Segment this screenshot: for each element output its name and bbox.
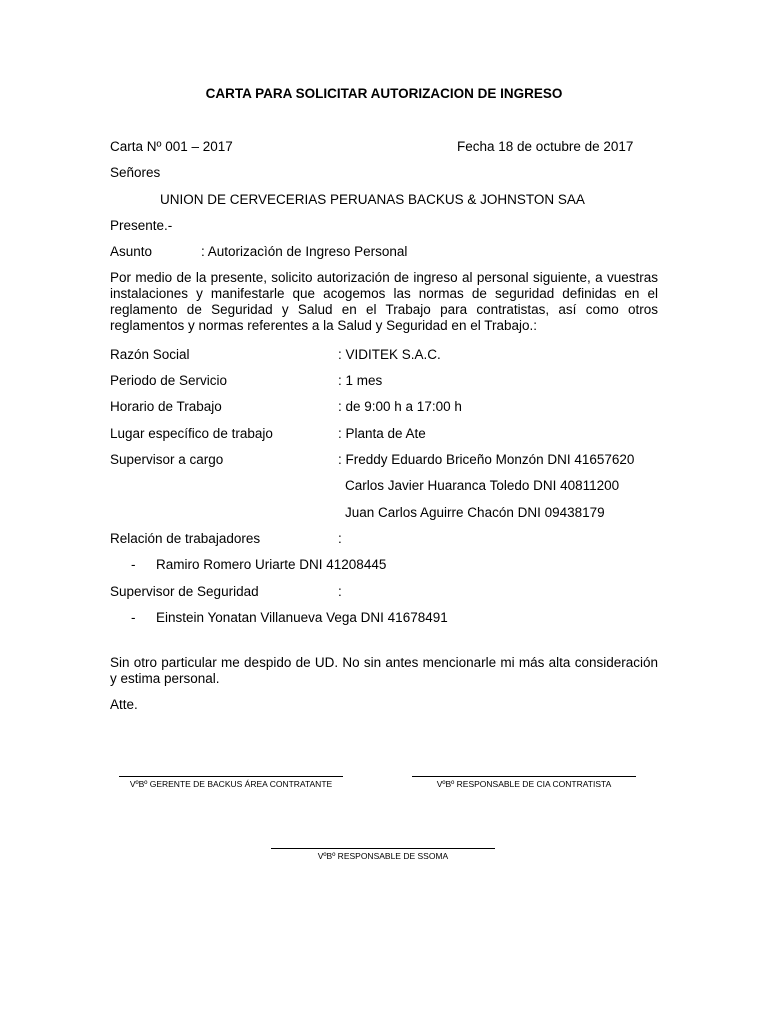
signature-line-left	[119, 776, 343, 777]
letter-title: CARTA PARA SOLICITAR AUTORIZACION DE INGRESO	[205, 86, 563, 101]
periodo-label: Periodo de Servicio	[110, 373, 228, 388]
lugar-value: : Planta de Ate	[338, 426, 426, 441]
signature-line-right	[412, 776, 636, 777]
asunto-value: : Autorizacìón de Ingreso Personal	[201, 244, 408, 259]
relacion-label: Relación de trabajadores	[110, 531, 261, 546]
presente-line: Presente.-	[110, 218, 173, 233]
razon-social-label: Razón Social	[110, 347, 190, 362]
recipient-company: UNION DE CERVECERIAS PERUANAS BACKUS & JOHNSTON SAA	[160, 192, 585, 207]
razon-social-value: : VIDITEK S.A.C.	[338, 347, 441, 362]
seguridad-bullet: -	[131, 610, 136, 625]
periodo-value: : 1 mes	[338, 373, 383, 388]
signature-label-right: VºBº RESPONSABLE DE CIA CONTRATISTA	[436, 779, 612, 789]
supervisor-value-3: Juan Carlos Aguirre Chacón DNI 09438179	[345, 505, 605, 520]
worker-entry: Ramiro Romero Uriarte DNI 41208445	[156, 557, 387, 572]
horario-label: Horario de Trabajo	[110, 399, 222, 414]
closing-paragraph: Sin otro particular me despido de UD. No sin antes mencionarle mi más alta consideración y estima personal.	[110, 655, 658, 686]
atte-line: Atte.	[110, 697, 138, 712]
carta-number: Carta Nº 001 – 2017	[110, 139, 233, 154]
signature-label-bottom: VºBº RESPONSABLE DE SSOMA	[317, 851, 449, 861]
supervisor-value-2: Carlos Javier Huaranca Toledo DNI 40811200	[345, 478, 620, 493]
signature-line-bottom	[271, 848, 495, 849]
intro-paragraph: Por medio de la presente, solicito autorización de ingreso al personal siguiente, a vuestras instalaciones y manifestarle que acogemos las normas de seguridad definidas en el reglamento de Seguridad y Salud en el Trabajo para contratistas, así como otros reglamentos y normas referentes a la Salud y Seguridad en el Trabajo.:	[110, 270, 658, 333]
supervisor-value-1: : Freddy Eduardo Briceño Monzón DNI 41657620	[338, 452, 635, 467]
salutation-senores: Señores	[110, 165, 161, 180]
lugar-label: Lugar específico de trabajo	[110, 426, 273, 441]
seguridad-entry: Einstein Yonatan Villanueva Vega DNI 41678491	[156, 610, 448, 625]
asunto-label: Asunto	[110, 244, 153, 259]
supervisor-label: Supervisor a cargo	[110, 452, 224, 467]
letter-date: Fecha 18 de octubre de 2017	[457, 139, 634, 154]
supervisor-seguridad-label: Supervisor de Seguridad	[110, 584, 259, 599]
signature-label-left: VºBº GERENTE DE BACKUS ÁREA CONTRATANTE	[129, 779, 333, 789]
worker-bullet: -	[131, 557, 136, 572]
supervisor-seguridad-colon: :	[338, 584, 342, 599]
relacion-colon: :	[338, 531, 342, 546]
horario-value: : de 9:00 h a 17:00 h	[338, 399, 462, 414]
